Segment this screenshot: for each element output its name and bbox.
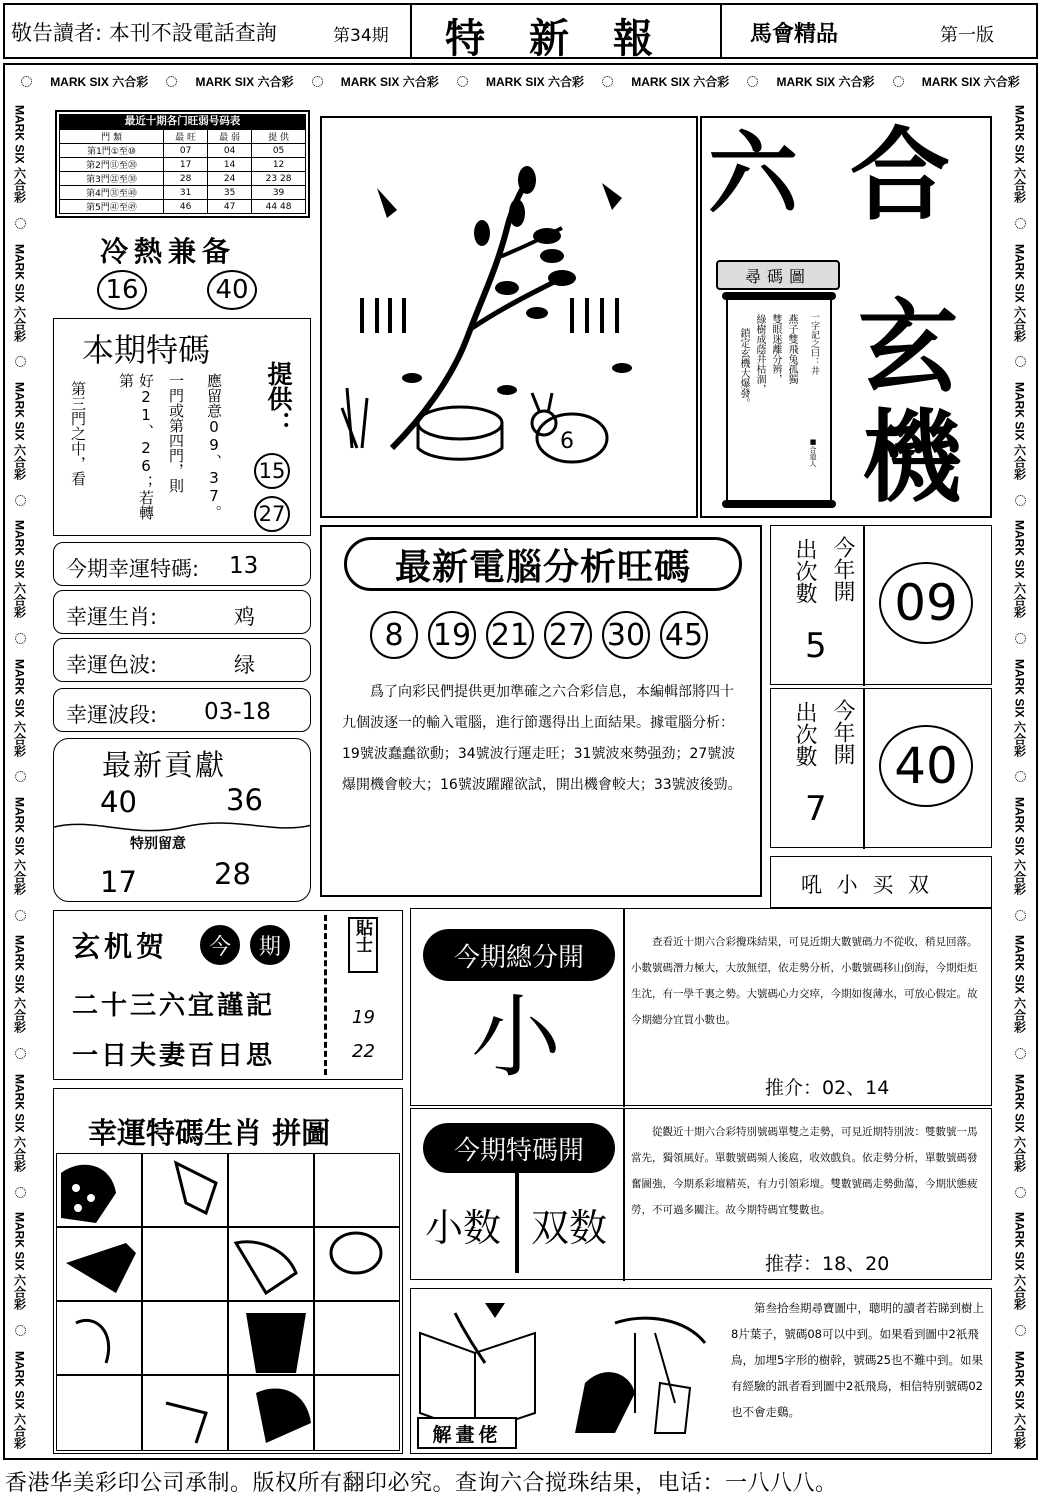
scroll-top-roll <box>722 292 836 300</box>
jigsaw-grid <box>56 1153 400 1451</box>
header-issue: 第34期 <box>333 26 389 46</box>
cell: 第1門①至⑩ <box>60 144 164 158</box>
table-row <box>60 158 306 172</box>
header-divider-2 <box>720 5 722 57</box>
table-row <box>60 200 306 214</box>
contribution-number-3: 17 <box>100 865 137 899</box>
total-divider <box>623 909 625 1107</box>
total-bigsmall-box <box>410 908 992 1106</box>
band-text: MARK SIX 六合彩 <box>1012 1350 1027 1449</box>
seek-map-label: 尋碼圖 <box>744 266 811 286</box>
xuanji-panel <box>700 116 992 518</box>
scroll-head: 一字記之曰：井 <box>809 312 819 375</box>
stats-a-count: 5 <box>805 626 827 666</box>
cell: 47 <box>208 200 252 214</box>
poem-line-2: 二十三六宜謹記 <box>72 991 276 1021</box>
header-title: 特 新 報 <box>445 16 655 62</box>
flower-icon <box>15 1325 26 1336</box>
stats-a-label-1: 今年開 <box>830 536 855 602</box>
xuanji-char-2: 合 <box>850 117 950 234</box>
band-text: MARK SIX 六合彩 <box>1012 382 1027 481</box>
header-divider-1 <box>410 5 412 57</box>
lucky-zodiac-row <box>53 590 311 634</box>
header-tag: 馬會精品 <box>750 22 839 47</box>
stats-b-label-2: 出次數 <box>792 701 817 767</box>
cell: 46 <box>164 200 208 214</box>
computer-title: 最新電腦分析旺碼 <box>394 546 691 588</box>
flower-icon <box>166 76 177 87</box>
header-edition: 第一版 <box>940 25 994 46</box>
stats-b-count: 7 <box>805 789 827 829</box>
flower-icon <box>15 356 26 367</box>
cell: 04 <box>208 144 252 158</box>
seek-map-banner <box>716 260 840 290</box>
computer-number: 19 <box>428 611 476 659</box>
poem-line-1a: 玄机贺 <box>72 930 169 963</box>
cell: 第4門㉛至㊵ <box>60 186 164 200</box>
flower-icon <box>747 76 758 87</box>
special-provide: 提供： <box>264 361 293 436</box>
oddeven-result-1: 小数 <box>425 1206 502 1250</box>
explain-label-box <box>417 1417 517 1449</box>
poem-line-1c: 期 <box>250 925 290 965</box>
header-bar <box>3 3 1038 62</box>
band-text: MARK SIX 六合彩 <box>1012 1073 1027 1172</box>
cold-hot-number-2: 40 <box>207 270 257 310</box>
flower-icon <box>312 76 323 87</box>
band-text: MARK SIX 六合彩 <box>12 243 27 342</box>
dashed-divider <box>324 915 327 1075</box>
table-row <box>60 172 306 186</box>
lucky-color-value: 绿 <box>234 653 255 677</box>
band-text: MARK SIX 六合彩 <box>12 105 27 204</box>
xuanji-char-1: 六 <box>708 122 798 227</box>
flower-icon <box>21 76 32 87</box>
table-row <box>60 186 306 200</box>
computer-analysis-box <box>320 525 762 897</box>
hot-table <box>59 129 306 214</box>
oddeven-divider <box>623 1109 625 1281</box>
flower-icon <box>15 910 26 921</box>
footer <box>3 1462 1038 1498</box>
lucky-range-value: 03-18 <box>204 699 271 725</box>
special-number-2: 27 <box>254 496 290 532</box>
flower-icon <box>15 771 26 782</box>
stats-box-a <box>770 525 992 685</box>
th-door: 門 類 <box>60 130 164 144</box>
oddeven-result-2: 双数 <box>531 1206 608 1250</box>
flower-icon <box>15 495 26 506</box>
cell: 24 <box>208 172 252 186</box>
computer-number: 27 <box>544 611 592 659</box>
cell: 23 28 <box>252 172 306 186</box>
band-text: MARK SIX 六合彩 <box>1012 658 1027 757</box>
oddeven-box <box>410 1108 992 1280</box>
computer-number: 30 <box>602 611 650 659</box>
special-col-4: 第三門之中，看 <box>69 381 87 486</box>
band-text: MARK SIX 六合彩 <box>12 658 27 757</box>
cold-hot-title: 冷熱兼备 <box>100 235 237 268</box>
flower-icon <box>1015 1187 1026 1198</box>
flower-icon <box>602 76 613 87</box>
lucky-range-label: 幸運波段: <box>66 703 158 727</box>
contribution-number-2: 36 <box>226 783 263 817</box>
scroll <box>726 296 832 506</box>
band-text: MARK SIX 六合彩 <box>921 74 1020 89</box>
cell: 第3門㉑至㉚ <box>60 172 164 186</box>
puzzle-poem-box <box>53 910 403 1080</box>
flower-icon <box>893 76 904 87</box>
band-text: MARK SIX 六合彩 <box>12 1212 27 1311</box>
th-cold: 最 弱 <box>208 130 252 144</box>
flower-icon <box>1015 218 1026 229</box>
xuanji-char-4: 機 <box>862 399 962 516</box>
flower-icon <box>1015 495 1026 506</box>
computer-number: 45 <box>660 611 708 659</box>
special-code-box <box>53 318 311 536</box>
stats-box-b <box>770 688 992 848</box>
border-band-left <box>8 98 32 1456</box>
slogan-box <box>770 856 992 908</box>
poem-line-1b: 今 <box>200 925 240 965</box>
cell: 44 48 <box>252 200 306 214</box>
scroll-line-2: 綠樹成蔭井枯涸， <box>754 314 765 394</box>
cell: 17 <box>164 158 208 172</box>
cell: 35 <box>208 186 252 200</box>
flower-icon <box>1015 1048 1026 1059</box>
tips-number-2: 22 <box>352 1041 375 1062</box>
total-result: 小 <box>471 985 561 1090</box>
cold-hot-number-1: 16 <box>97 270 147 310</box>
cell: 28 <box>164 172 208 186</box>
contribution-box <box>53 738 311 902</box>
svg-text:6: 6 <box>560 429 574 454</box>
cell: 39 <box>252 186 306 200</box>
lucky-range-row <box>53 688 311 732</box>
band-text: MARK SIX 六合彩 <box>1012 1212 1027 1311</box>
contribution-note: 特别留意 <box>130 836 186 852</box>
total-text: 查看近十期六合彩攪珠結果，可見近期大數號碼力不從收，稍見回落。小數號碼潛力極大，大放無望，依走勢分析，小數號碼移山倒海，今期炬炬生沈，有一學千裏之勢。大號碼心力交瘁，今期如復薄水，可放心假定。故今期總分宜買小數也。 <box>631 936 978 1026</box>
band-text: MARK SIX 六合彩 <box>1012 797 1027 896</box>
contribution-title: 最新貢獻 <box>102 748 227 782</box>
slogan-text: 吼 小 买 双 <box>801 873 934 897</box>
th-hot: 最 旺 <box>164 130 208 144</box>
band-text: MARK SIX 六合彩 <box>12 935 27 1034</box>
cell: 12 <box>252 158 306 172</box>
computer-number: 8 <box>370 611 418 659</box>
special-col-3: 好21、26；若轉第 <box>117 373 155 520</box>
lucky-code-row <box>53 542 311 586</box>
tips-box <box>348 917 378 973</box>
flower-icon <box>15 633 26 644</box>
flower-icon <box>457 76 468 87</box>
special-number-1: 15 <box>254 453 290 489</box>
flower-icon <box>15 1048 26 1059</box>
hot-cold-table-box <box>55 110 310 218</box>
cell: 07 <box>164 144 208 158</box>
total-pick: 推介：02、14 <box>765 1077 890 1099</box>
special-title: 本期特碼 <box>82 331 211 369</box>
band-text: MARK SIX 六合彩 <box>1012 105 1027 204</box>
flower-icon <box>1015 633 1026 644</box>
tips-label: 貼士 <box>352 919 372 953</box>
footer-text: 香港华美彩印公司承制。版权所有翻印必究。查询六合搅珠结果，电话：一八八八。 <box>5 1471 838 1496</box>
band-text: MARK SIX 六合彩 <box>631 74 730 89</box>
special-col-2: 一門或第四門，則 <box>167 373 185 493</box>
oddeven-title: 今期特碼開 <box>423 1123 615 1173</box>
flower-icon <box>1015 1325 1026 1336</box>
computer-number: 21 <box>486 611 534 659</box>
stats-a-label-2: 出次數 <box>792 538 817 604</box>
poem-line-3: 一日夫妻百日思 <box>72 1041 276 1071</box>
cell: 05 <box>252 144 306 158</box>
total-title: 今期總分開 <box>423 929 615 981</box>
explain-label: 解畫佬 <box>432 1423 502 1446</box>
flower-icon <box>1015 771 1026 782</box>
hot-table-title: 最近十期各门旺弱号码表 <box>59 114 306 129</box>
scroll-bottom-roll <box>722 500 836 508</box>
oddeven-pick: 推荐：18、20 <box>765 1253 890 1275</box>
cell: 第5門㊶至㊾ <box>60 200 164 214</box>
lucky-color-row <box>53 638 311 682</box>
computer-text: 爲了向彩民們提供更加準確之六合彩信息，本編輯部將四十九個波逐一的輸入電腦，進行節選得出上面結果。據電腦分析：19號波蠢蠢欲動；34號波行運走旺；31號波來勢强劲；27號波爆開機會較大；16號波躍躍欲試，開出機會較大；33號波後勁。 <box>342 684 742 793</box>
stats-b-divider <box>863 689 865 849</box>
flower-icon <box>1015 356 1026 367</box>
flower-icon <box>15 218 26 229</box>
riddle-picture-frame <box>320 116 698 518</box>
border-band-top <box>12 70 1029 92</box>
cell: 14 <box>208 158 252 172</box>
flower-icon <box>15 1187 26 1198</box>
scroll-sign: ■合道人 <box>809 438 817 467</box>
band-text: MARK SIX 六合彩 <box>1012 520 1027 619</box>
stats-a-number: 09 <box>879 562 973 644</box>
band-text: MARK SIX 六合彩 <box>776 74 875 89</box>
stats-b-label-1: 今年開 <box>830 699 855 765</box>
cell: 31 <box>164 186 208 200</box>
xuanji-char-3: 玄 <box>858 289 958 406</box>
band-text: MARK SIX 六合彩 <box>195 74 294 89</box>
header-notice: 敬告讀者: 本刊不設電話查詢 <box>11 21 277 45</box>
computer-title-banner <box>344 537 742 591</box>
border-band-right <box>1008 98 1032 1456</box>
contribution-number-4: 28 <box>214 857 251 891</box>
band-text: MARK SIX 六合彩 <box>50 74 149 89</box>
tips-number-1: 19 <box>352 1007 375 1028</box>
band-text: MARK SIX 六合彩 <box>12 797 27 896</box>
lucky-code-value: 13 <box>229 553 259 579</box>
band-text: MARK SIX 六合彩 <box>1012 243 1027 342</box>
stats-a-divider <box>863 526 865 686</box>
band-text: MARK SIX 六合彩 <box>340 74 439 89</box>
band-text: MARK SIX 六合彩 <box>1012 935 1027 1034</box>
lucky-zodiac-label: 幸運生肖: <box>66 605 158 629</box>
scroll-line-3: 雙眼迷離分辨， <box>770 314 781 384</box>
table-row <box>60 144 306 158</box>
oddeven-stem <box>515 1173 519 1273</box>
lucky-code-label: 今期幸運特碼: <box>66 557 200 581</box>
contribution-number-1: 40 <box>100 785 137 819</box>
cell: 第2門⑪至⑳ <box>60 158 164 172</box>
scroll-line-1: 鎖定玄機大爆發。 <box>738 328 749 408</box>
riddle-picture <box>322 118 696 516</box>
explain-box <box>410 1288 992 1454</box>
lucky-color-label: 幸運色波: <box>66 653 158 677</box>
band-text: MARK SIX 六合彩 <box>485 74 584 89</box>
stats-b-number: 40 <box>879 725 973 807</box>
band-text: MARK SIX 六合彩 <box>12 520 27 619</box>
jigsaw-box <box>53 1088 403 1454</box>
th-offer: 提 供 <box>252 130 306 144</box>
explain-text: 第叁拾叁期尋寶圖中，聰明的讀者若睇到樹上8片葉子，號碼08可以中到。如果看到圖中2祇飛鳥，加埋5字形的樹幹，號碼25也不難中到。如果有經驗的訊者看到圖中2祇飛鳥，相信特别號碼02也不會走鷄。 <box>731 1301 984 1419</box>
band-text: MARK SIX 六合彩 <box>12 1350 27 1449</box>
lucky-zodiac-value: 鸡 <box>234 605 255 629</box>
oddeven-text: 從觀近十期六合彩特別號碼單雙之走勢，可見近期特別波：雙數號一馬當先，獨領風好。單數號碼頻人後扈，收效戲負。依走勢分析，單數號碼發奮圖強，今期系彩壇精英，有力引領彩壇。雙數號碼走勢動蕩，今期狀態疲勞，不可過多關注。故今期特碼宜雙數也。 <box>631 1126 978 1216</box>
flower-icon <box>1015 910 1026 921</box>
band-text: MARK SIX 六合彩 <box>12 382 27 481</box>
special-col-1: 應留意09、37。 <box>205 373 223 520</box>
jigsaw-title: 幸運特碼生肖 拼圖 <box>88 1116 331 1150</box>
band-text: MARK SIX 六合彩 <box>12 1073 27 1172</box>
scroll-line-4: 燕子雙飛兔孤獨 <box>786 314 797 384</box>
